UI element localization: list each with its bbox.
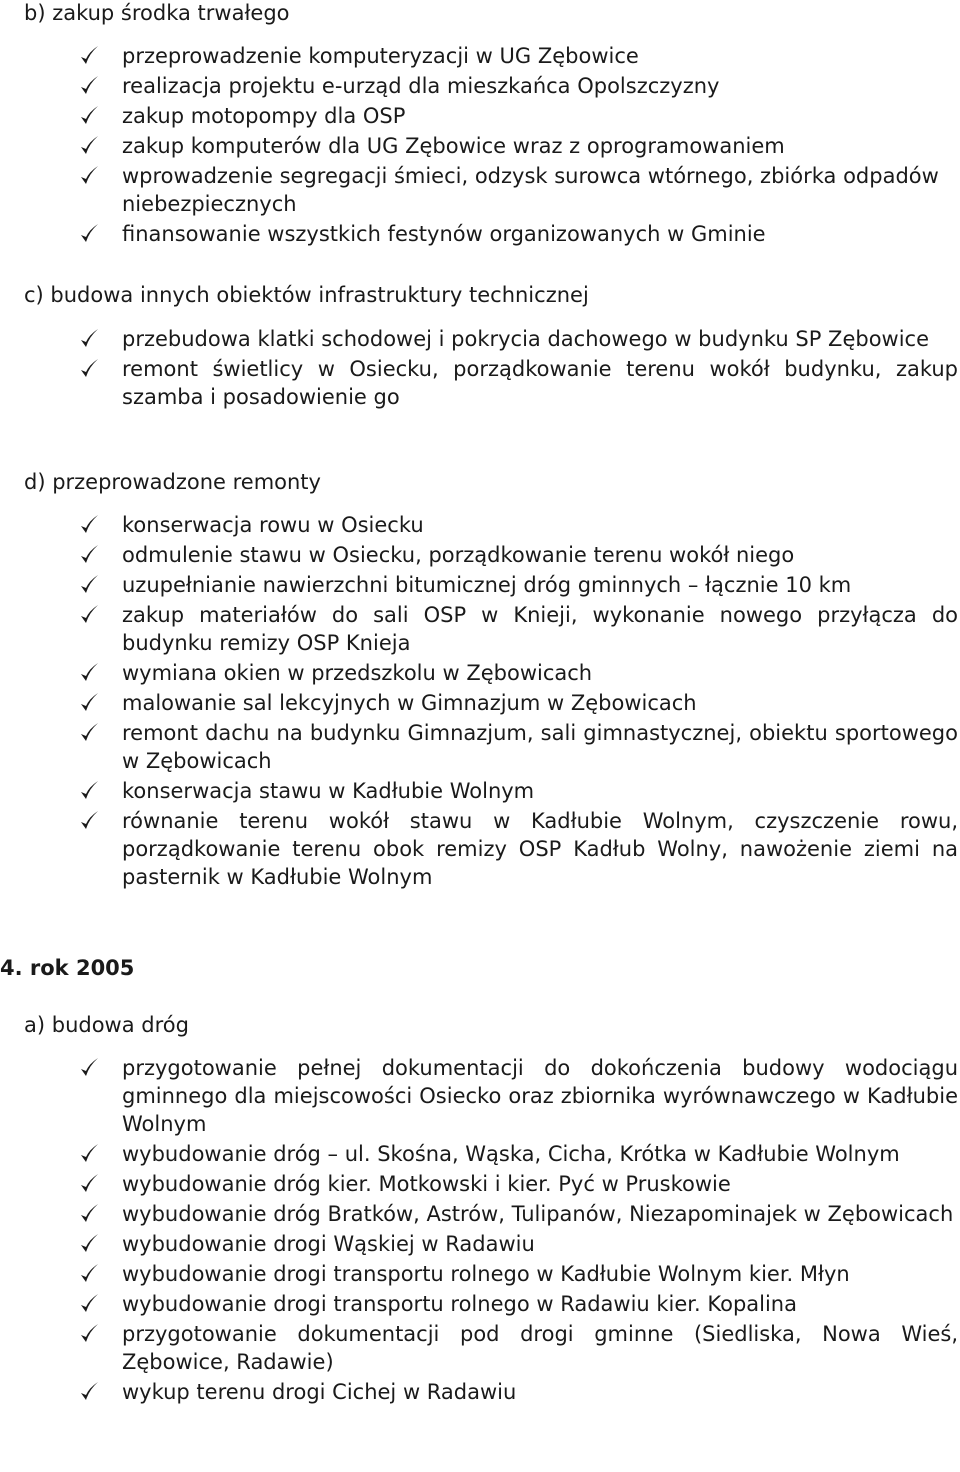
checkmark-icon	[78, 1378, 102, 1406]
checkmark-icon	[78, 220, 102, 248]
checkmark-icon	[78, 571, 102, 599]
checkmark-icon	[78, 1230, 102, 1258]
list-item-text: wybudowanie drogi Wąskiej w Radawiu	[122, 1232, 535, 1256]
list-item-text: odmulenie stawu w Osiecku, porządkowanie terenu wokół niego	[122, 543, 795, 567]
checkmark-icon	[78, 541, 102, 569]
checkmark-icon	[78, 1290, 102, 1318]
list-section-b	[0, 42, 960, 250]
list-item	[0, 541, 960, 569]
list-item-text: przebudowa klatki schodowej i pokrycia dachowego w budynku SP Zębowice	[122, 327, 930, 351]
year-heading: 4. rok 2005	[0, 956, 135, 980]
list-item-text: malowanie sal lekcyjnych w Gimnazjum w Zębowicach	[122, 691, 697, 715]
list-section-d	[0, 511, 960, 893]
checkmark-icon	[78, 102, 102, 130]
list-item	[0, 1230, 960, 1258]
list-item	[0, 601, 960, 657]
checkmark-icon	[78, 1140, 102, 1168]
list-item-text: remont świetlicy w Osiecku, porządkowanie terenu wokół budynku, zakup szamba i posadowienie go	[122, 357, 958, 409]
checkmark-icon	[78, 1320, 102, 1348]
list-item-text: przygotowanie pełnej dokumentacji do dokończenia budowy wodociągu gminnego dla miejscowości Osiecko oraz zbiornika wyrównawczego w Kadłubie Wolnym	[122, 1056, 958, 1136]
list-section-a	[0, 1054, 960, 1408]
list-item-text: wybudowanie dróg kier. Motkowski i kier. Pyć w Pruskowie	[122, 1172, 731, 1196]
list-item	[0, 659, 960, 687]
list-item	[0, 132, 960, 160]
list-item	[0, 1140, 960, 1168]
list-item	[0, 1170, 960, 1198]
list-item-text: zakup motopompy dla OSP	[122, 104, 406, 128]
checkmark-icon	[78, 511, 102, 539]
section-heading-a: a) budowa dróg	[24, 1013, 189, 1037]
checkmark-icon	[78, 601, 102, 629]
list-item	[0, 689, 960, 717]
checkmark-icon	[78, 807, 102, 835]
list-item	[0, 1200, 960, 1228]
list-item-text: wybudowanie drogi transportu rolnego w Radawiu kier. Kopalina	[122, 1292, 797, 1316]
list-item	[0, 1290, 960, 1318]
list-item-text: realizacja projektu e-urząd dla mieszkańca Opolszczyzny	[122, 74, 720, 98]
list-item-text: konserwacja stawu w Kadłubie Wolnym	[122, 779, 535, 803]
list-item-text: remont dachu na budynku Gimnazjum, sali gimnastycznej, obiektu sportowego w Zębowicach	[122, 721, 958, 773]
list-item-text: uzupełnianie nawierzchni bitumicznej dróg gminnych – łącznie 10 km	[122, 573, 852, 597]
list-item-text: przygotowanie dokumentacji pod drogi gminne (Siedliska, Nowa Wieś, Zębowice, Radawie)	[122, 1322, 958, 1374]
checkmark-icon	[78, 325, 102, 353]
checkmark-icon	[78, 689, 102, 717]
list-item	[0, 1378, 960, 1406]
list-item	[0, 807, 960, 891]
checkmark-icon	[78, 1170, 102, 1198]
list-item	[0, 102, 960, 130]
list-item-text: przeprowadzenie komputeryzacji w UG Zębowice	[122, 44, 639, 68]
section-heading-b: b) zakup środka trwałego	[24, 1, 290, 25]
list-item-text: wybudowanie dróg Bratków, Astrów, Tulipanów, Niezapominajek w Zębowicach	[122, 1202, 954, 1226]
list-item-text: finansowanie wszystkich festynów organizowanych w Gminie	[122, 222, 766, 246]
list-item	[0, 1260, 960, 1288]
list-item	[0, 42, 960, 70]
list-item	[0, 1054, 960, 1138]
list-item	[0, 325, 960, 353]
list-item	[0, 72, 960, 100]
list-item-text: wybudowanie dróg – ul. Skośna, Wąska, Cicha, Krótka w Kadłubie Wolnym	[122, 1142, 900, 1166]
list-item	[0, 571, 960, 599]
list-item	[0, 162, 960, 218]
list-item	[0, 511, 960, 539]
checkmark-icon	[78, 42, 102, 70]
list-item-text: zakup komputerów dla UG Zębowice wraz z oprogramowaniem	[122, 134, 785, 158]
checkmark-icon	[78, 132, 102, 160]
list-item-text: zakup materiałów do sali OSP w Knieji, wykonanie nowego przyłącza do budynku remizy OSP Knieja	[122, 603, 958, 655]
checkmark-icon	[78, 777, 102, 805]
checkmark-icon	[78, 72, 102, 100]
checkmark-icon	[78, 1054, 102, 1082]
list-item	[0, 220, 960, 248]
list-item-text: wymiana okien w przedszkolu w Zębowicach	[122, 661, 593, 685]
section-heading-c: c) budowa innych obiektów infrastruktury technicznej	[24, 283, 589, 307]
list-section-c	[0, 325, 960, 413]
list-item-text: równanie terenu wokół stawu w Kadłubie Wolnym, czyszczenie rowu, porządkowanie terenu obok remizy OSP Kadłub Wolny, nawożenie ziemi na pasternik w Kadłubie Wolnym	[122, 809, 958, 889]
list-item	[0, 719, 960, 775]
checkmark-icon	[78, 719, 102, 747]
checkmark-icon	[78, 1260, 102, 1288]
section-heading-d: d) przeprowadzone remonty	[24, 470, 321, 494]
list-item-text: wykup terenu drogi Cichej w Radawiu	[122, 1380, 517, 1404]
checkmark-icon	[78, 355, 102, 383]
list-item	[0, 777, 960, 805]
list-item-text: konserwacja rowu w Osiecku	[122, 513, 424, 537]
list-item-text: wybudowanie drogi transportu rolnego w Kadłubie Wolnym kier. Młyn	[122, 1262, 850, 1286]
list-item	[0, 355, 960, 411]
checkmark-icon	[78, 162, 102, 190]
list-item	[0, 1320, 960, 1376]
list-item-text: wprowadzenie segregacji śmieci, odzysk surowca wtórnego, zbiórka odpadów niebezpiecznych	[122, 164, 939, 216]
checkmark-icon	[78, 659, 102, 687]
checkmark-icon	[78, 1200, 102, 1228]
